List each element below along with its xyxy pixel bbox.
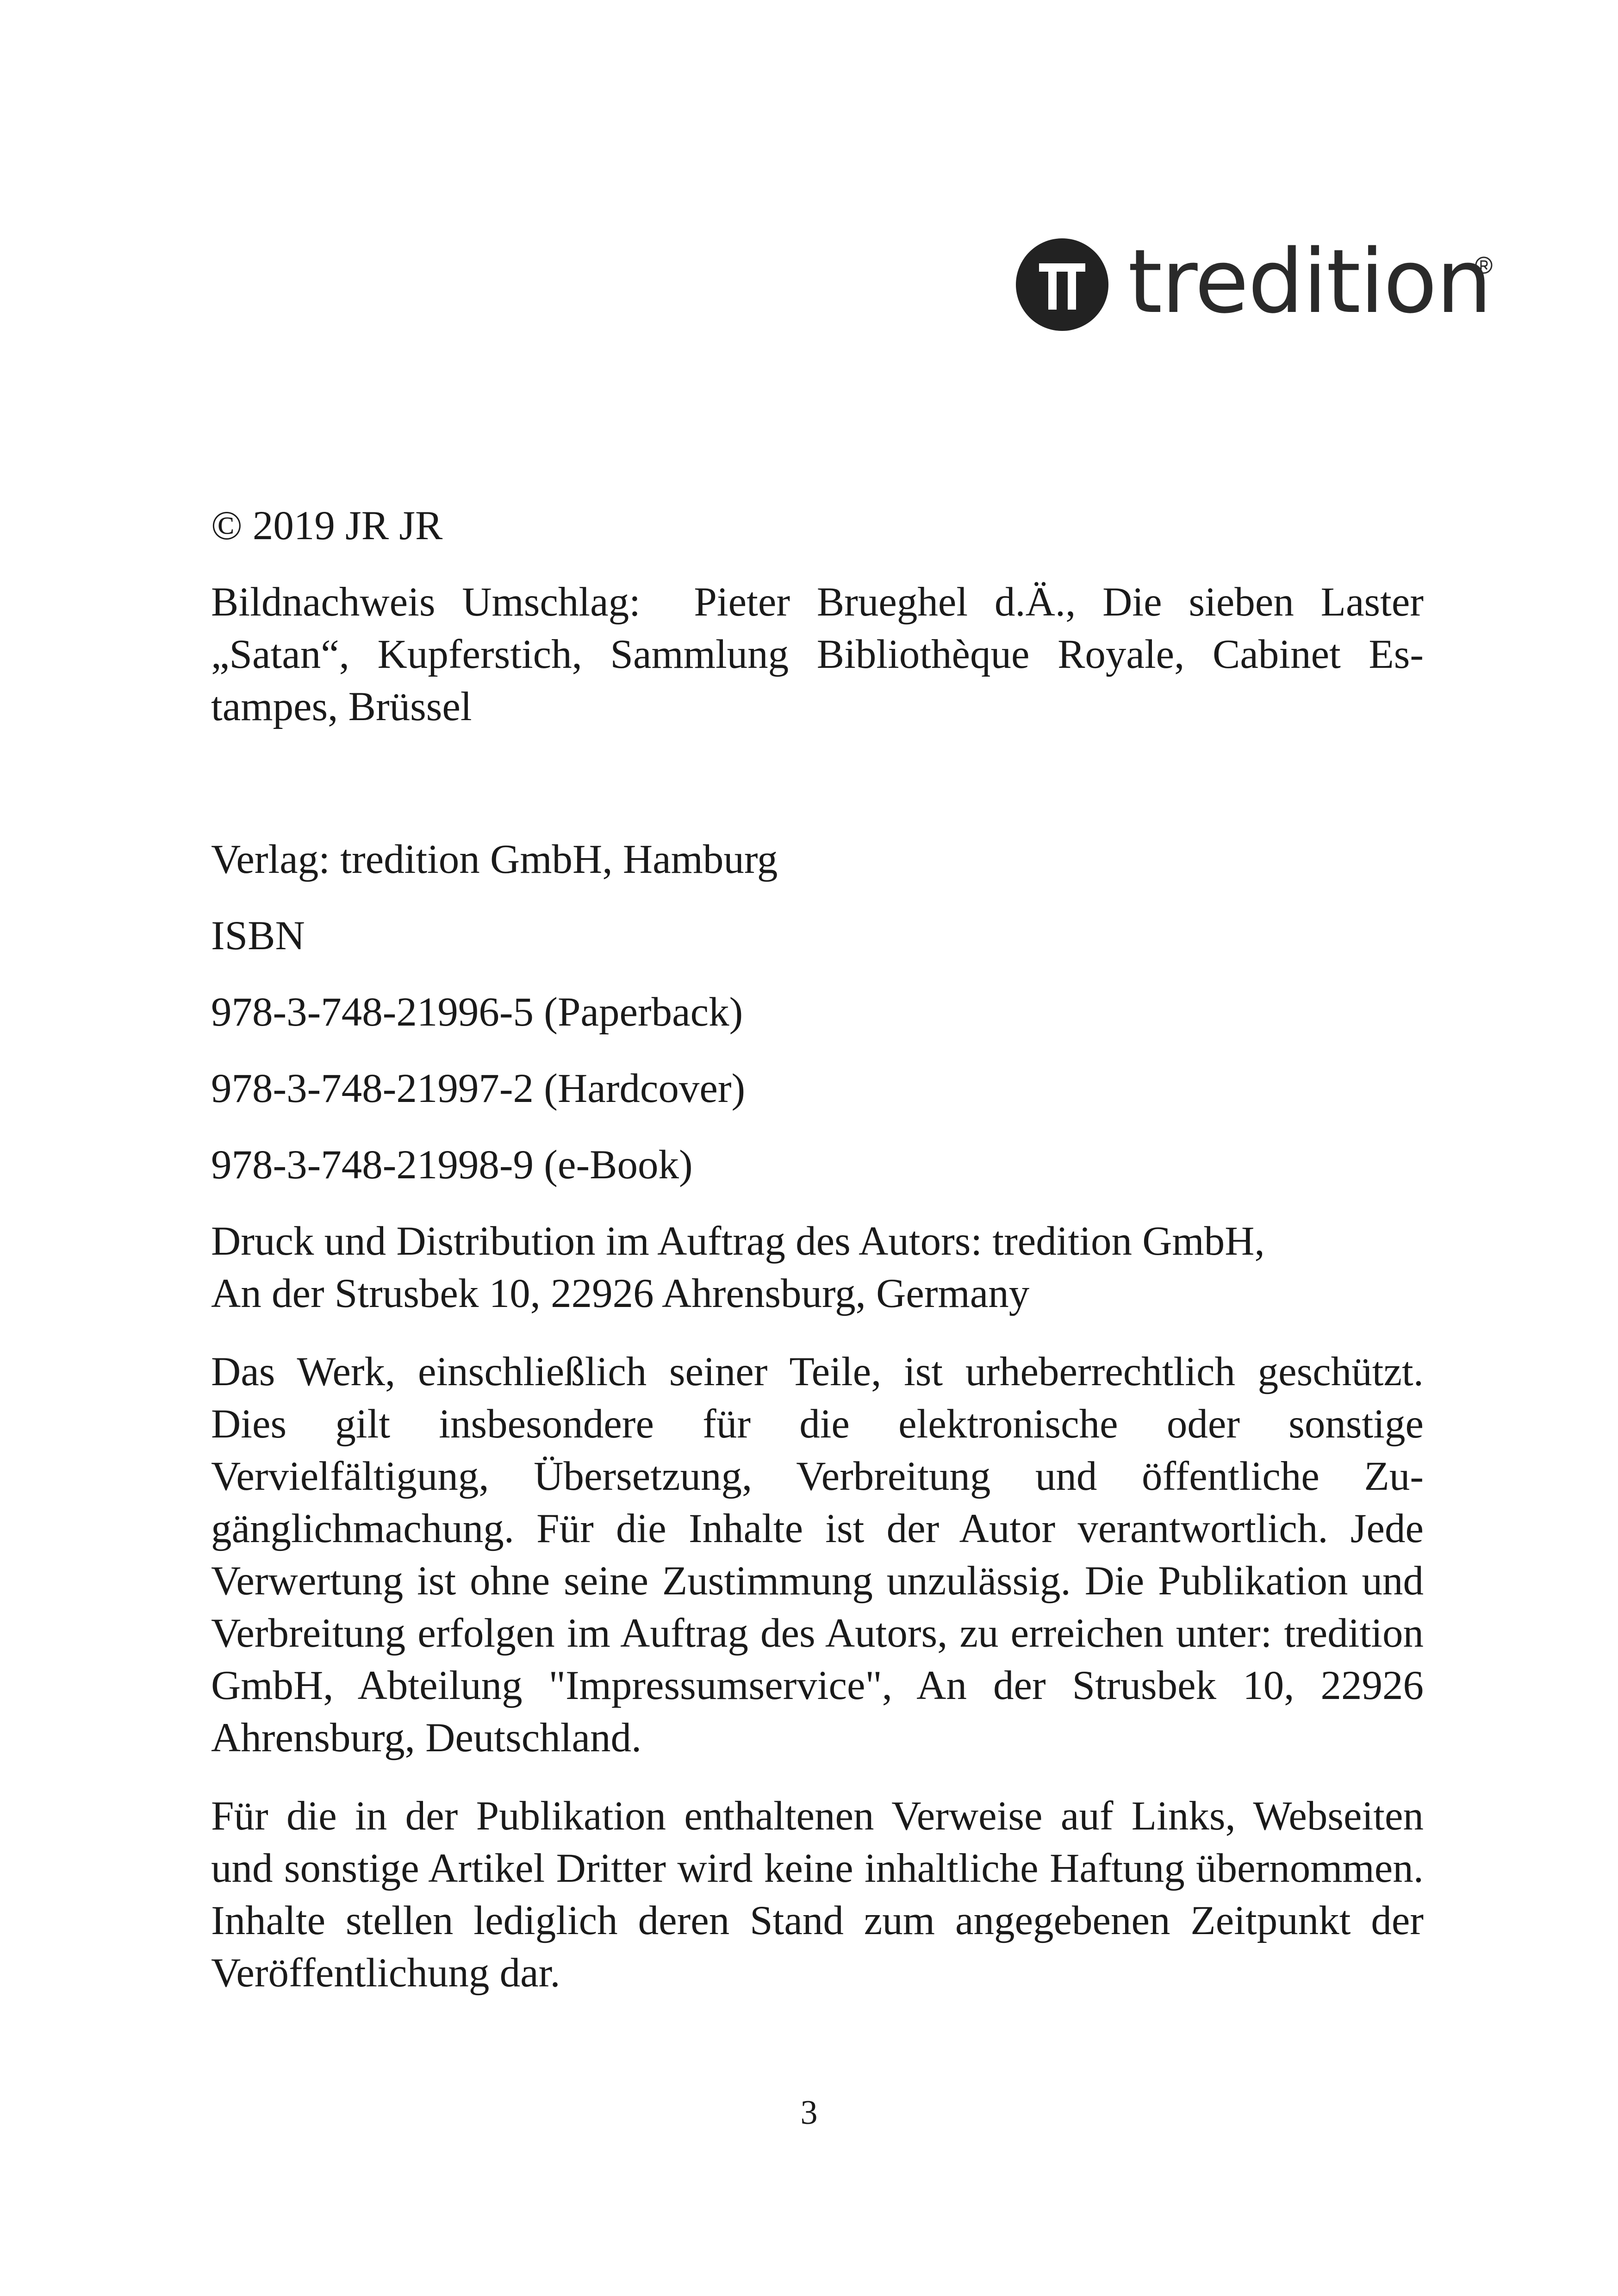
- logo-wordmark: tredition: [1128, 230, 1491, 333]
- publisher-line: Verlag: tredition GmbH, Hamburg: [211, 837, 778, 882]
- isbn-paperback: 978-3-748-21996-5 (Paperback): [211, 989, 743, 1035]
- registered-trademark-icon: [1475, 256, 1493, 274]
- isbn-ebook: 978-3-748-21998-9 (e-Book): [211, 1142, 693, 1188]
- isbn-hardcover: 978-3-748-21997-2 (Hardcover): [211, 1066, 746, 1111]
- distribution-block: [211, 1215, 1424, 1320]
- tredition-logo-icon: [1016, 238, 1108, 331]
- isbn-label: ISBN: [211, 913, 305, 958]
- page-number: 3: [800, 2094, 818, 2132]
- links-disclaimer: Für die in der Publikation enthaltenen Verweise auf Links, Webseiten und sonstige Artikel Dritter wird keine inhaltliche Haftung übernommen. Inhalte stellen lediglich deren Stand zum angegebenen Zeitpunkt der Veröffentlichung dar.: [211, 1793, 1424, 1996]
- copyright-line: © 2019 JR JR: [211, 503, 443, 548]
- distribution-line-1: Druck und Distribution im Auftrag des Autors: tredition GmbH,: [211, 1219, 1265, 1264]
- rights-notice: Das Werk, einschließlich seiner Teile, ist urheberrechtlich geschützt. Dies gilt insbesondere für die elektronische oder sonstige Vervielfältigung, Übersetzung, Verbreitung und öffentliche Zugänglichmachung. Für die Inhalte ist der Autor verantwortlich. Jede Verwertung ist ohne seine Zustimmung unzulässig. Die Publikation und Verbreitung erfolgen im Auftrag des Autors, zu erreichen unter: tredition GmbH, Abteilung "Impressumservice", An der Strusbek 10, 22926 Ahrensburg, Deutschland.: [211, 1349, 1424, 1761]
- publisher-logo: [1016, 230, 1491, 333]
- distribution-line-2: An der Strusbek 10, 22926 Ahrensburg, Germany: [211, 1271, 1030, 1316]
- imprint-content: [211, 500, 1424, 1999]
- image-credit: Bildnachweis Umschlag: Pieter Brueghel d.Ä., Die sieben Laster „Satan“, Kupferstich, Sammlung Bibliothèque Royale, Cabinet Estampes, Brüssel: [211, 579, 1424, 729]
